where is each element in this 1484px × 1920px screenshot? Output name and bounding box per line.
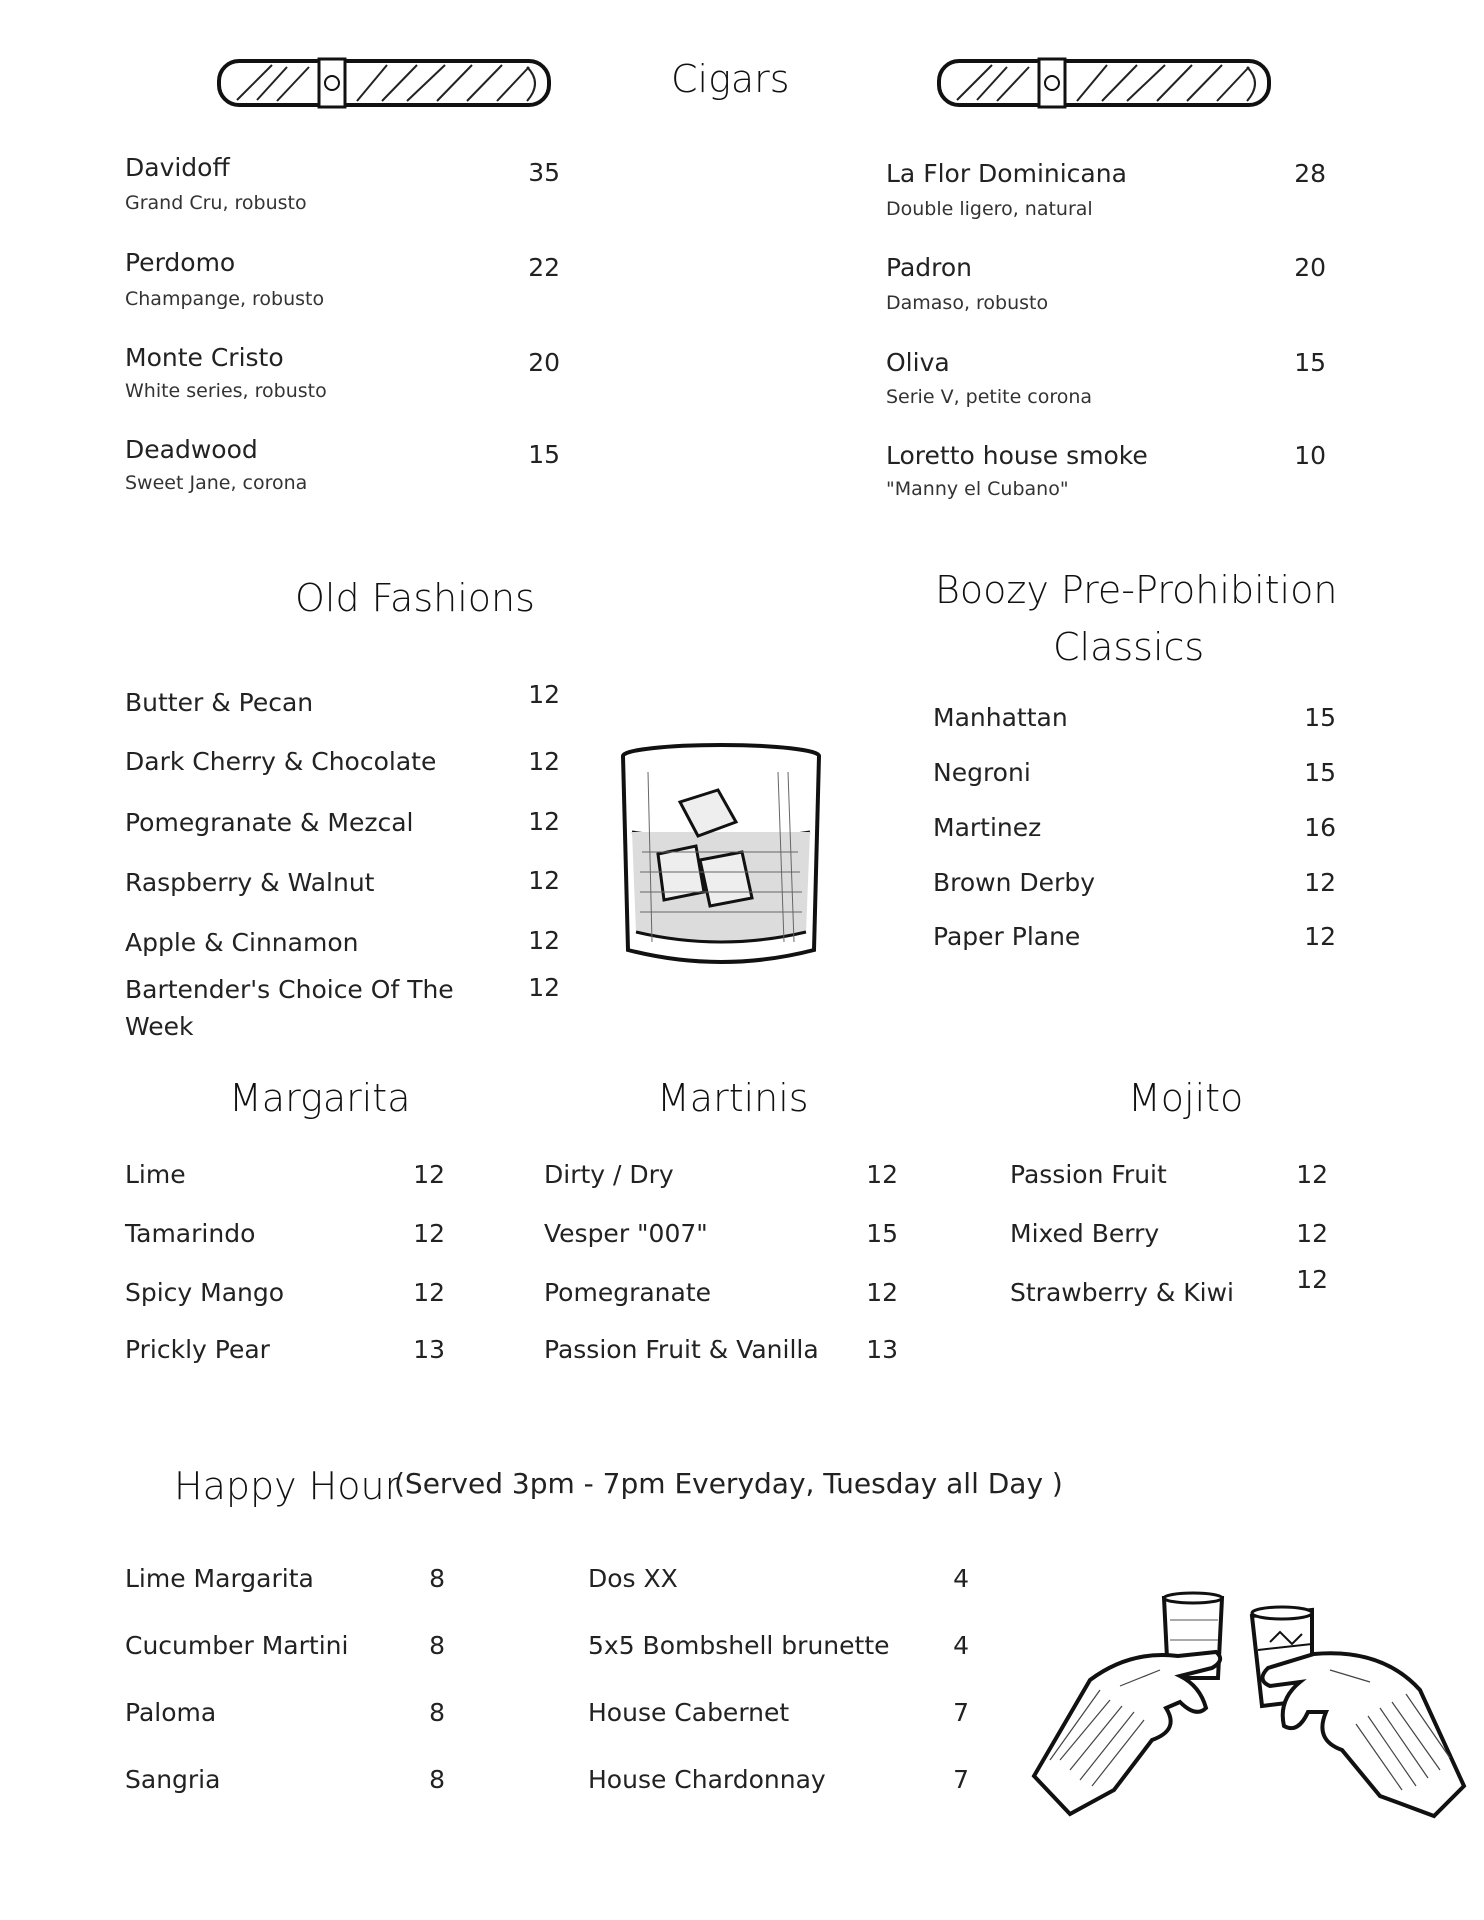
cigar-desc: "Manny el Cubano" bbox=[886, 478, 1069, 500]
old-fashion-price: 12 bbox=[528, 680, 560, 709]
mojito-price: 12 bbox=[1296, 1160, 1328, 1189]
cigar-desc: Champange, robusto bbox=[125, 288, 325, 310]
old-fashion-price: 12 bbox=[528, 747, 560, 776]
happy-hour-price: 8 bbox=[429, 1631, 445, 1660]
cigar-price: 35 bbox=[528, 158, 560, 187]
martini-name: Dirty / Dry bbox=[544, 1160, 674, 1189]
classic-name: Negroni bbox=[933, 758, 1031, 787]
old-fashion-name: Raspberry & Walnut bbox=[125, 868, 375, 897]
mojito-title: Mojito bbox=[1128, 1076, 1244, 1120]
cigar-left-icon bbox=[217, 55, 553, 109]
martini-price: 12 bbox=[866, 1160, 898, 1189]
cigar-name: Padron bbox=[886, 253, 973, 282]
classic-name: Paper Plane bbox=[933, 922, 1081, 951]
mojito-price: 12 bbox=[1296, 1219, 1328, 1248]
margarita-price: 12 bbox=[413, 1219, 445, 1248]
margarita-name: Tamarindo bbox=[125, 1219, 256, 1248]
happy-hour-price: 8 bbox=[429, 1564, 445, 1593]
cigar-price: 10 bbox=[1294, 441, 1326, 470]
classics-title-line2: Classics bbox=[1053, 625, 1205, 669]
cigar-name: Monte Cristo bbox=[125, 343, 284, 372]
happy-hour-price: 8 bbox=[429, 1698, 445, 1727]
happy-hour-price: 7 bbox=[953, 1698, 969, 1727]
old-fashion-price: 12 bbox=[528, 926, 560, 955]
classics-title-line1: Boozy Pre-Prohibition bbox=[935, 568, 1338, 612]
margarita-name: Lime bbox=[125, 1160, 186, 1189]
old-fashion-name: Bartender's Choice Of The bbox=[125, 975, 454, 1004]
cigar-name: La Flor Dominicana bbox=[886, 159, 1127, 188]
cigar-desc: Double ligero, natural bbox=[886, 198, 1093, 220]
cigar-name: Deadwood bbox=[125, 435, 258, 464]
old-fashion-price: 12 bbox=[528, 866, 560, 895]
martini-name: Pomegranate bbox=[544, 1278, 712, 1307]
happy-hour-price: 7 bbox=[953, 1765, 969, 1794]
happy-hour-name: Dos XX bbox=[588, 1564, 678, 1593]
margarita-price: 13 bbox=[413, 1335, 445, 1364]
happy-hour-price: 4 bbox=[953, 1564, 969, 1593]
happy-hour-name: Lime Margarita bbox=[125, 1564, 314, 1593]
margarita-name: Spicy Mango bbox=[125, 1278, 285, 1307]
classic-price: 12 bbox=[1304, 922, 1336, 951]
cigar-desc: White series, robusto bbox=[125, 380, 327, 402]
happy-hour-name: House Chardonnay bbox=[588, 1765, 826, 1794]
happy-hour-name: Cucumber Martini bbox=[125, 1631, 349, 1660]
classic-price: 15 bbox=[1304, 703, 1336, 732]
martini-name: Vesper "007" bbox=[544, 1219, 708, 1248]
martini-price: 15 bbox=[866, 1219, 898, 1248]
old-fashion-name: Dark Cherry & Chocolate bbox=[125, 747, 437, 776]
martini-price: 12 bbox=[866, 1278, 898, 1307]
margarita-title: Margarita bbox=[229, 1076, 411, 1120]
cigar-price: 20 bbox=[528, 348, 560, 377]
old-fashion-name: Pomegranate & Mezcal bbox=[125, 808, 414, 837]
mojito-name: Strawberry & Kiwi bbox=[1010, 1278, 1234, 1307]
martini-price: 13 bbox=[866, 1335, 898, 1364]
happy-hour-name: 5x5 Bombshell brunette bbox=[588, 1631, 890, 1660]
cigar-price: 22 bbox=[528, 253, 560, 282]
margarita-price: 12 bbox=[413, 1160, 445, 1189]
classic-name: Martinez bbox=[933, 813, 1042, 842]
classic-name: Brown Derby bbox=[933, 868, 1095, 897]
classic-name: Manhattan bbox=[933, 703, 1068, 732]
mojito-name: Mixed Berry bbox=[1010, 1219, 1160, 1248]
martini-name: Passion Fruit & Vanilla bbox=[544, 1335, 819, 1364]
happy-hour-note: (Served 3pm - 7pm Everyday, Tuesday all Day ) bbox=[394, 1467, 1063, 1500]
old-fashion-name: Apple & Cinnamon bbox=[125, 928, 359, 957]
mojito-name: Passion Fruit bbox=[1010, 1160, 1167, 1189]
old-fashion-price: 12 bbox=[528, 973, 560, 1002]
cigar-desc: Grand Cru, robusto bbox=[125, 192, 307, 214]
happy-hour-price: 8 bbox=[429, 1765, 445, 1794]
toasting-glasses-icon bbox=[1030, 1590, 1470, 1820]
classic-price: 12 bbox=[1304, 868, 1336, 897]
cigar-price: 15 bbox=[1294, 348, 1326, 377]
margarita-price: 12 bbox=[413, 1278, 445, 1307]
classic-price: 16 bbox=[1304, 813, 1336, 842]
cigar-desc: Damaso, robusto bbox=[886, 292, 1049, 314]
old-fashion-price: 12 bbox=[528, 807, 560, 836]
cigar-name: Davidoff bbox=[125, 153, 230, 182]
cigar-desc: Serie V, petite corona bbox=[886, 386, 1093, 408]
old-fashion-name: Butter & Pecan bbox=[125, 688, 314, 717]
happy-hour-price: 4 bbox=[953, 1631, 969, 1660]
whiskey-glass-icon bbox=[618, 742, 824, 974]
happy-hour-title: Happy Hour bbox=[174, 1464, 401, 1508]
happy-hour-name: Sangria bbox=[125, 1765, 221, 1794]
happy-hour-name: Paloma bbox=[125, 1698, 217, 1727]
classic-price: 15 bbox=[1304, 758, 1336, 787]
cigar-name: Perdomo bbox=[125, 248, 236, 277]
cigar-price: 28 bbox=[1294, 159, 1326, 188]
mojito-price: 12 bbox=[1296, 1265, 1328, 1294]
cigar-right-icon bbox=[937, 55, 1273, 109]
cigar-desc: Sweet Jane, corona bbox=[125, 472, 308, 494]
margarita-name: Prickly Pear bbox=[125, 1335, 270, 1364]
martinis-title: Martinis bbox=[657, 1076, 809, 1120]
old-fashions-title: Old Fashions bbox=[295, 576, 535, 620]
cigars-title: Cigars bbox=[671, 57, 790, 101]
old-fashion-name-cont: Week bbox=[125, 1012, 194, 1041]
cigar-name: Oliva bbox=[886, 348, 950, 377]
cigar-name: Loretto house smoke bbox=[886, 441, 1148, 470]
cigar-price: 15 bbox=[528, 440, 560, 469]
cigar-price: 20 bbox=[1294, 253, 1326, 282]
happy-hour-name: House Cabernet bbox=[588, 1698, 790, 1727]
